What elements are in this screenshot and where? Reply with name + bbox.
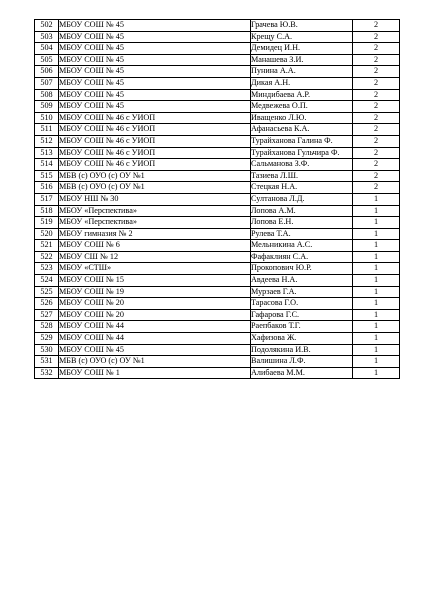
table-row — [35, 43, 400, 55]
table-row — [35, 286, 400, 298]
school-cell: МБОУ СОШ № 45 — [59, 31, 251, 43]
person-name-cell: Крещу С.А. — [251, 31, 353, 43]
school-cell: МБОУ НШ № 30 — [59, 193, 251, 205]
person-name-cell: Гафарова Г.С. — [251, 309, 353, 321]
person-name-cell: Стецкая Н.А. — [251, 182, 353, 194]
school-cell: МБОУ СОШ № 46 с УИОП — [59, 124, 251, 136]
person-name-cell: Фафаклиян С.А. — [251, 251, 353, 263]
row-number-cell: 522 — [35, 251, 59, 263]
count-cell: 1 — [353, 263, 400, 275]
person-name-cell: Медвежева О.П. — [251, 101, 353, 113]
school-cell: МБОУ СОШ № 46 с УИОП — [59, 135, 251, 147]
person-name-cell: Пунина А.А. — [251, 66, 353, 78]
row-number-cell: 525 — [35, 286, 59, 298]
row-number-cell: 521 — [35, 240, 59, 252]
person-name-cell: Демидец И.Н. — [251, 43, 353, 55]
school-cell: МБОУ СОШ № 20 — [59, 298, 251, 310]
table-row — [35, 159, 400, 171]
table-row — [35, 170, 400, 182]
count-cell: 2 — [353, 66, 400, 78]
table-row — [35, 20, 400, 32]
school-cell: МБОУ СОШ № 45 — [59, 101, 251, 113]
row-number-cell: 508 — [35, 89, 59, 101]
count-cell: 2 — [353, 20, 400, 32]
table-row — [35, 228, 400, 240]
person-name-cell: Тазиева Л.Ш. — [251, 170, 353, 182]
table-row — [35, 344, 400, 356]
table-row — [35, 31, 400, 43]
count-cell: 1 — [353, 356, 400, 368]
count-cell: 1 — [353, 275, 400, 287]
table-row — [35, 240, 400, 252]
school-cell: МБОУ СОШ № 44 — [59, 321, 251, 333]
person-name-cell: Хафизова Ж. — [251, 333, 353, 345]
school-cell: МБОУ СОШ № 45 — [59, 89, 251, 101]
count-cell: 1 — [353, 321, 400, 333]
person-name-cell: Турайханова Гульчира Ф. — [251, 147, 353, 159]
row-number-cell: 509 — [35, 101, 59, 113]
count-cell: 1 — [353, 193, 400, 205]
table-row — [35, 77, 400, 89]
count-cell: 1 — [353, 367, 400, 379]
row-number-cell: 507 — [35, 77, 59, 89]
count-cell: 1 — [353, 298, 400, 310]
count-cell: 2 — [353, 112, 400, 124]
person-name-cell: Турайханова Галина Ф. — [251, 135, 353, 147]
person-name-cell: Лопова А.М. — [251, 205, 353, 217]
table-row — [35, 205, 400, 217]
table-row — [35, 251, 400, 263]
table-row — [35, 182, 400, 194]
school-cell: МБВ (с) ОУО (с) ОУ №1 — [59, 170, 251, 182]
count-cell: 1 — [353, 217, 400, 229]
person-name-cell: Тарасова Г.О. — [251, 298, 353, 310]
count-cell: 1 — [353, 228, 400, 240]
row-number-cell: 529 — [35, 333, 59, 345]
person-name-cell: Алибаева М.М. — [251, 367, 353, 379]
school-cell: МБОУ СОШ № 46 с УИОП — [59, 147, 251, 159]
table-row — [35, 66, 400, 78]
table-row — [35, 217, 400, 229]
table-row — [35, 333, 400, 345]
person-name-cell: Дикая А.Н. — [251, 77, 353, 89]
table-row — [35, 309, 400, 321]
row-number-cell: 514 — [35, 159, 59, 171]
count-cell: 1 — [353, 205, 400, 217]
table-row — [35, 356, 400, 368]
person-name-cell: Сальманова З.Ф. — [251, 159, 353, 171]
school-cell: МБОУ «СТШ» — [59, 263, 251, 275]
school-cell: МБОУ СОШ № 46 с УИОП — [59, 159, 251, 171]
table-row — [35, 367, 400, 379]
count-cell: 1 — [353, 240, 400, 252]
count-cell: 2 — [353, 147, 400, 159]
school-cell: МБОУ СОШ № 44 — [59, 333, 251, 345]
count-cell: 2 — [353, 135, 400, 147]
person-name-cell: Мельникина А.С. — [251, 240, 353, 252]
person-name-cell: Валишина Л.Ф. — [251, 356, 353, 368]
row-number-cell: 526 — [35, 298, 59, 310]
person-name-cell: Прокопович Ю.Р. — [251, 263, 353, 275]
school-cell: МБОУ «Перспектива» — [59, 205, 251, 217]
roster-table-body — [35, 20, 400, 379]
row-number-cell: 519 — [35, 217, 59, 229]
person-name-cell: Мурзаев Г.А. — [251, 286, 353, 298]
school-cell: МБОУ СОШ № 45 — [59, 54, 251, 66]
count-cell: 2 — [353, 159, 400, 171]
count-cell: 2 — [353, 77, 400, 89]
school-cell: МБОУ СОШ № 45 — [59, 77, 251, 89]
row-number-cell: 502 — [35, 20, 59, 32]
school-cell: МБОУ СОШ № 45 — [59, 344, 251, 356]
person-name-cell: Афанасьева К.А. — [251, 124, 353, 136]
row-number-cell: 531 — [35, 356, 59, 368]
count-cell: 2 — [353, 182, 400, 194]
table-row — [35, 135, 400, 147]
school-cell: МБОУ СОШ № 19 — [59, 286, 251, 298]
school-cell: МБВ (с) ОУО (с) ОУ №1 — [59, 356, 251, 368]
table-row — [35, 193, 400, 205]
person-name-cell: Лопова Е.Н. — [251, 217, 353, 229]
table-row — [35, 101, 400, 113]
table-row — [35, 89, 400, 101]
person-name-cell: Султанова Л.Д. — [251, 193, 353, 205]
count-cell: 1 — [353, 286, 400, 298]
table-row — [35, 321, 400, 333]
row-number-cell: 528 — [35, 321, 59, 333]
person-name-cell: Грачева Ю.В. — [251, 20, 353, 32]
table-row — [35, 147, 400, 159]
school-cell: МБОУ «Перспектива» — [59, 217, 251, 229]
person-name-cell: Рулева Т.А. — [251, 228, 353, 240]
school-cell: МБОУ гимназия № 2 — [59, 228, 251, 240]
row-number-cell: 506 — [35, 66, 59, 78]
count-cell: 2 — [353, 31, 400, 43]
row-number-cell: 515 — [35, 170, 59, 182]
roster-table — [34, 19, 400, 379]
school-cell: МБОУ СОШ № 45 — [59, 20, 251, 32]
count-cell: 2 — [353, 101, 400, 113]
row-number-cell: 511 — [35, 124, 59, 136]
count-cell: 2 — [353, 43, 400, 55]
row-number-cell: 518 — [35, 205, 59, 217]
person-name-cell: Манашева З.И. — [251, 54, 353, 66]
row-number-cell: 523 — [35, 263, 59, 275]
school-cell: МБОУ СОШ № 1 — [59, 367, 251, 379]
person-name-cell: Авдеева Н.А. — [251, 275, 353, 287]
row-number-cell: 524 — [35, 275, 59, 287]
count-cell: 1 — [353, 344, 400, 356]
school-cell: МБОУ СШ № 12 — [59, 251, 251, 263]
school-cell: МБВ (с) ОУО (с) ОУ №1 — [59, 182, 251, 194]
school-cell: МБОУ СОШ № 45 — [59, 66, 251, 78]
count-cell: 1 — [353, 309, 400, 321]
row-number-cell: 532 — [35, 367, 59, 379]
person-name-cell: Иващенко Л.Ю. — [251, 112, 353, 124]
table-row — [35, 112, 400, 124]
table-row — [35, 54, 400, 66]
person-name-cell: Миндибаева А.Р. — [251, 89, 353, 101]
row-number-cell: 530 — [35, 344, 59, 356]
row-number-cell: 517 — [35, 193, 59, 205]
row-number-cell: 503 — [35, 31, 59, 43]
row-number-cell: 520 — [35, 228, 59, 240]
count-cell: 2 — [353, 89, 400, 101]
count-cell: 2 — [353, 54, 400, 66]
school-cell: МБОУ СОШ № 15 — [59, 275, 251, 287]
count-cell: 1 — [353, 251, 400, 263]
table-row — [35, 124, 400, 136]
school-cell: МБОУ СОШ № 6 — [59, 240, 251, 252]
row-number-cell: 510 — [35, 112, 59, 124]
school-cell: МБОУ СОШ № 46 с УИОП — [59, 112, 251, 124]
row-number-cell: 516 — [35, 182, 59, 194]
person-name-cell: Подолякина И.В. — [251, 344, 353, 356]
count-cell: 1 — [353, 333, 400, 345]
row-number-cell: 512 — [35, 135, 59, 147]
person-name-cell: Раепбаков Т.Г. — [251, 321, 353, 333]
table-row — [35, 275, 400, 287]
table-row — [35, 263, 400, 275]
school-cell: МБОУ СОШ № 20 — [59, 309, 251, 321]
count-cell: 2 — [353, 170, 400, 182]
row-number-cell: 504 — [35, 43, 59, 55]
row-number-cell: 527 — [35, 309, 59, 321]
count-cell: 2 — [353, 124, 400, 136]
row-number-cell: 505 — [35, 54, 59, 66]
school-cell: МБОУ СОШ № 45 — [59, 43, 251, 55]
row-number-cell: 513 — [35, 147, 59, 159]
table-row — [35, 298, 400, 310]
